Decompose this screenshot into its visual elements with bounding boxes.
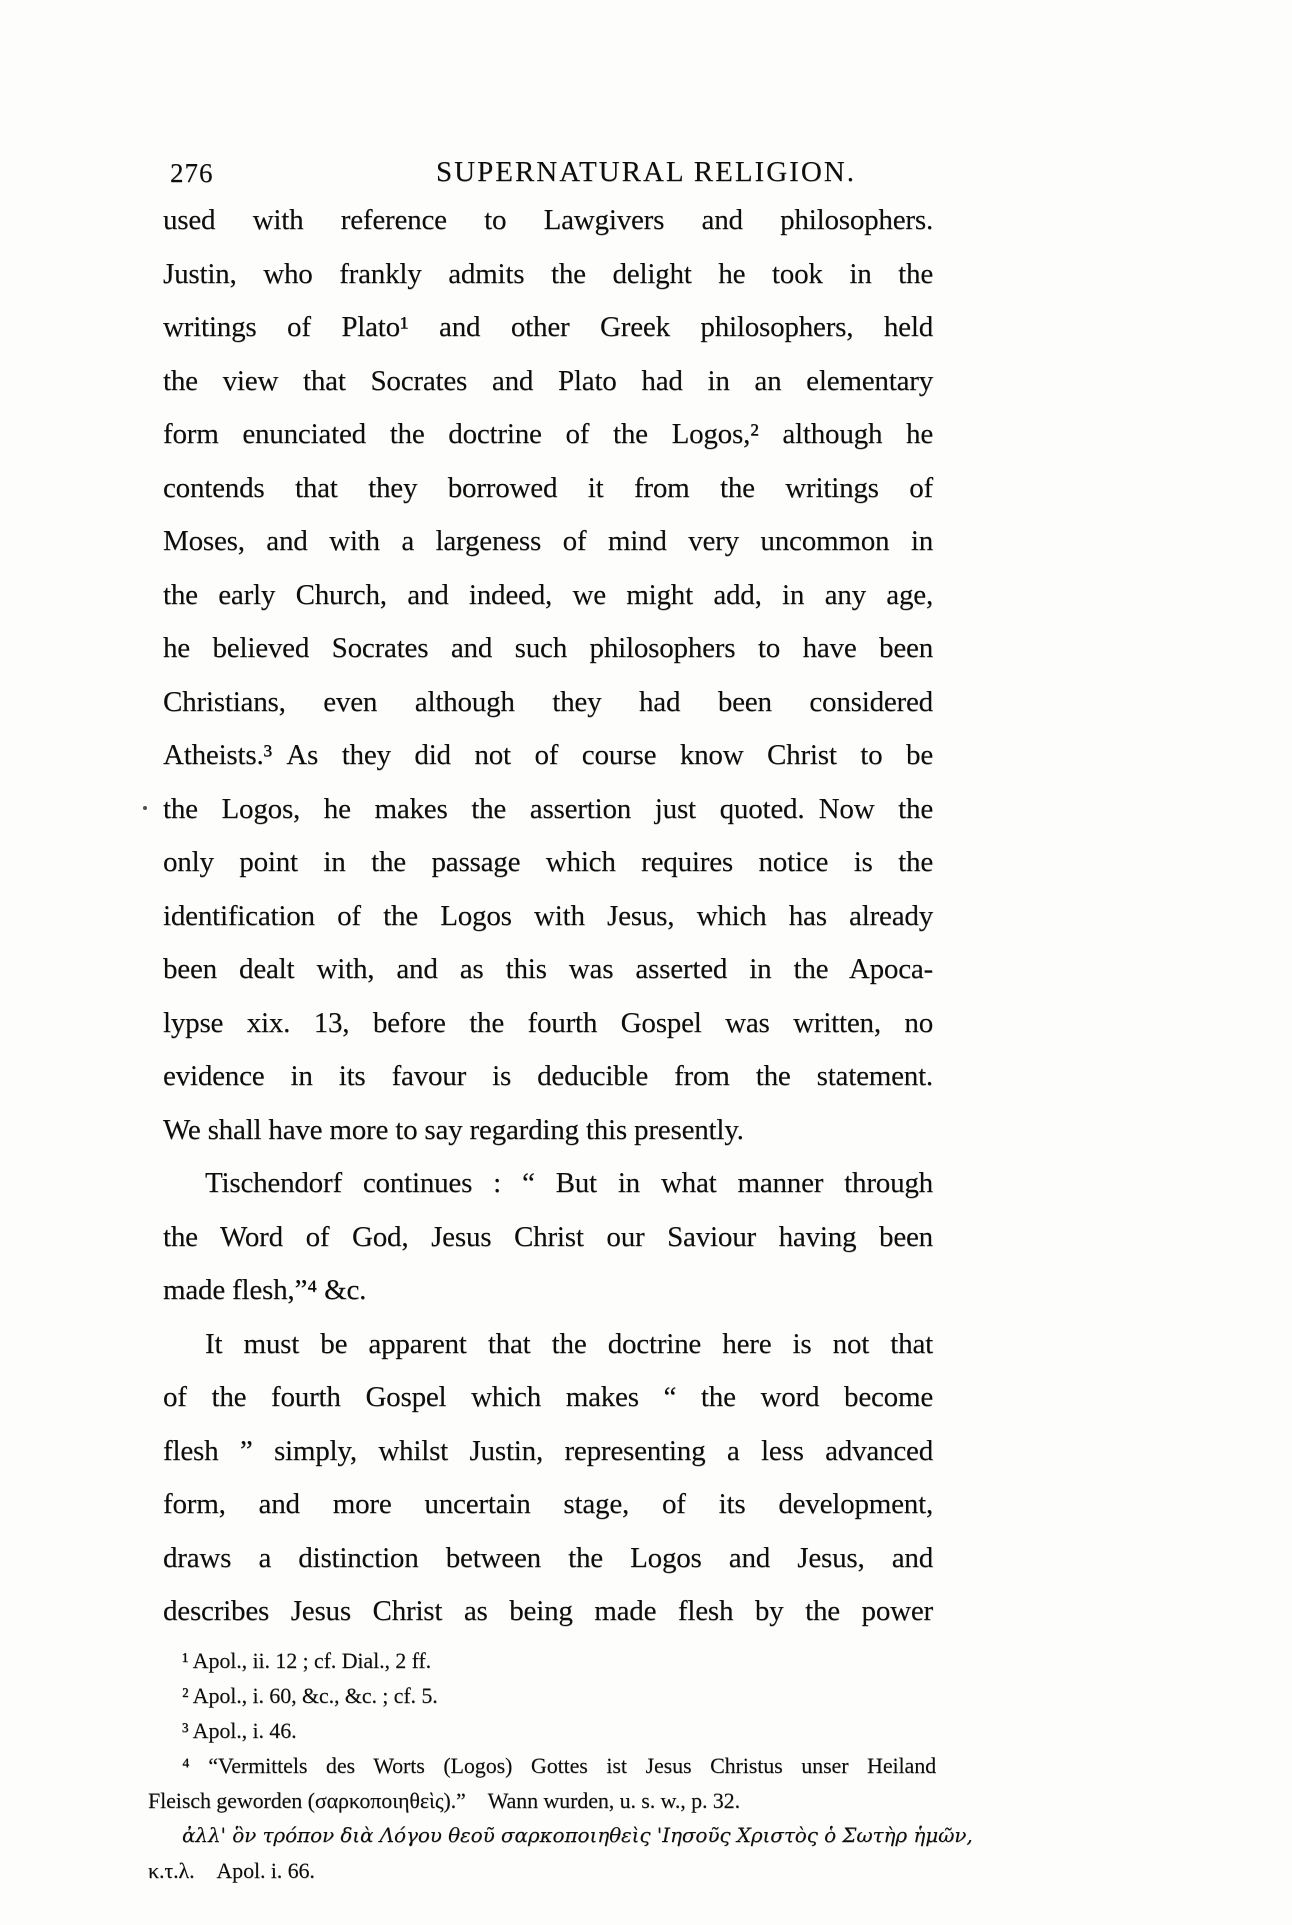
footnote-line: ³ Apol., i. 46. [182, 1718, 297, 1743]
footnote-line: ⁴ “Vermittels des Worts (Logos) Gottes ist Jesus Christus unser Heiland [182, 1753, 936, 1778]
body-line: only point in the passage which requires notice is the [163, 846, 933, 878]
page-header [0, 156, 1292, 190]
body-line: he believed Socrates and such philosophers to have been [163, 632, 933, 664]
footnotes [148, 1643, 973, 1888]
body-line: Justin, who frankly admits the delight he took in the [163, 257, 933, 290]
footnote-line-greek: ἀλλ' ὃν τρόπον διὰ Λόγου θεοῦ σαρκοποιηθεὶς 'Ιησοῦς Χριστὸς ὁ Σωτὴρ ἡμῶν, [182, 1823, 973, 1847]
footnote-line: ² Apol., i. 60, &c., &c. ; cf. 5. [182, 1683, 438, 1708]
body-line: evidence in its favour is deducible from the statement. [163, 1060, 933, 1092]
body-line: Atheists.³ As they did not of course know Christ to be [163, 739, 933, 771]
body-text [163, 194, 933, 1639]
body-line: made flesh,”⁴ &c. [163, 1274, 367, 1306]
body-line: lypse xix. 13, before the fourth Gospel was written, no [163, 1006, 933, 1039]
footnote-line: ¹ Apol., ii. 12 ; cf. Dial., 2 ff. [182, 1648, 432, 1673]
body-line: writings of Plato¹ and other Greek philosophers, held [163, 311, 933, 343]
body-line: the early Church, and indeed, we might add, in any age, [163, 578, 933, 611]
body-line: used with reference to Lawgivers and philosophers. [163, 204, 933, 236]
body-line: Christians, even although they had been considered [163, 685, 933, 718]
body-line: identification of the Logos with Jesus, which has already [163, 899, 933, 932]
footnote-line: Fleisch geworden (σαρκοποιηθεὶς).” Wann wurden, u. s. w., p. 32. [148, 1788, 740, 1813]
body-line: form enunciated the doctrine of the Logos,² although he [163, 418, 933, 450]
body-line: the Logos, he makes the assertion just quoted. Now the [163, 792, 933, 825]
body-line: been dealt with, and as this was asserted in the Apoca- [163, 953, 933, 985]
running-title: SUPERNATURAL RELIGION. [436, 156, 856, 188]
body-line: form, and more uncertain stage, of its development, [163, 1488, 933, 1520]
body-line: of the fourth Gospel which makes “ the word become [163, 1381, 933, 1413]
body-line: describes Jesus Christ as being made flesh by the power [163, 1595, 933, 1627]
body-line: Moses, and with a largeness of mind very uncommon in [163, 525, 933, 557]
body-line: flesh ” simply, whilst Justin, representing a less advanced [163, 1434, 933, 1467]
body-line: contends that they borrowed it from the writings of [163, 471, 933, 504]
ink-speck [143, 806, 147, 810]
body-line: We shall have more to say regarding this presently. [163, 1113, 744, 1146]
body-line: It must be apparent that the doctrine here is not that [205, 1327, 933, 1360]
body-line: the view that Socrates and Plato had in an elementary [163, 364, 933, 397]
footnote-line: κ.τ.λ. Apol. i. 66. [148, 1858, 315, 1883]
page-number: 276 [170, 158, 214, 188]
body-line: Tischendorf continues : “ But in what manner through [205, 1167, 933, 1199]
body-line: the Word of God, Jesus Christ our Saviour having been [163, 1220, 933, 1253]
body-line: draws a distinction between the Logos and Jesus, and [163, 1541, 933, 1574]
